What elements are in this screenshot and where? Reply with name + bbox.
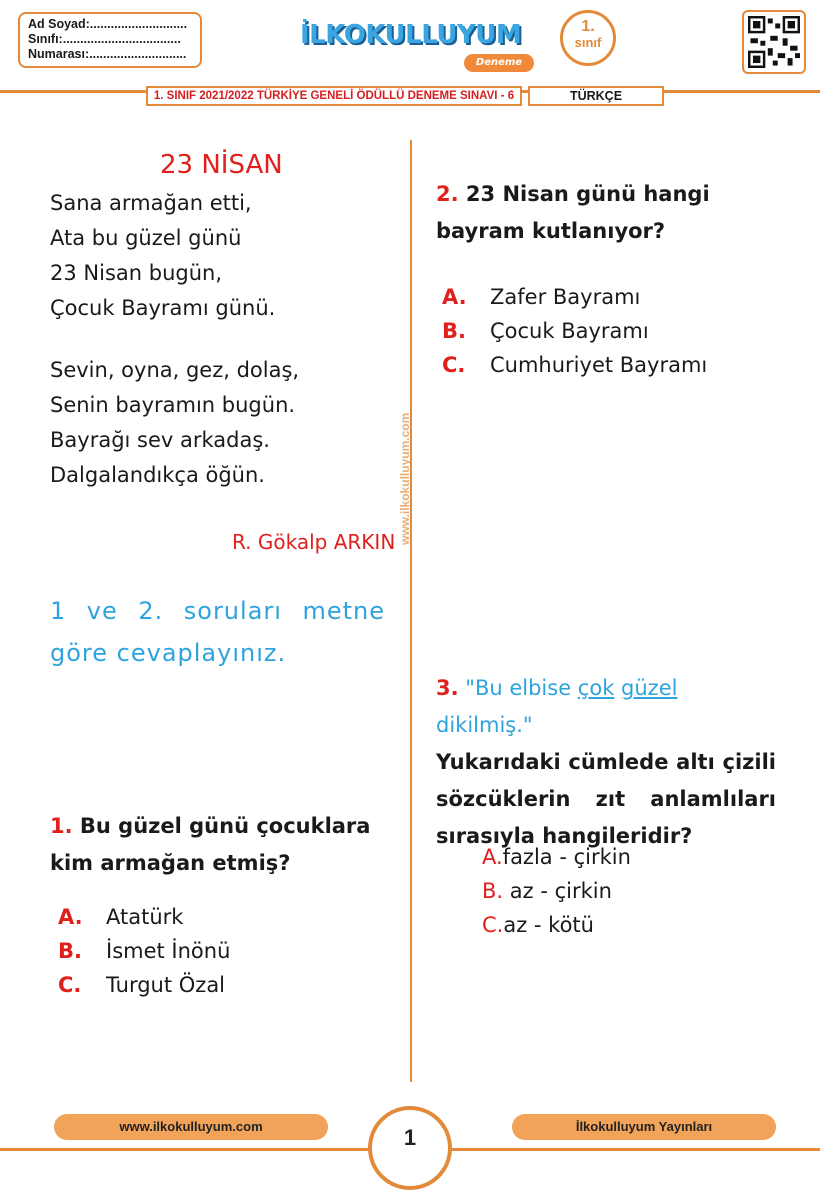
option-text: Turgut Özal: [106, 973, 226, 997]
poem-line: Ata bu güzel günü: [50, 226, 242, 250]
page-number: 1: [368, 1106, 452, 1190]
logo-text: İLKOKULLUYUM: [300, 20, 522, 50]
option-text: Çocuk Bayramı: [490, 319, 649, 343]
underlined-word: güzel: [621, 676, 678, 700]
question-text: 23 Nisan günü hangi bayram kutlanıyor?: [436, 182, 710, 243]
answer-option-c[interactable]: [442, 348, 707, 382]
sentence-end: dikilmiş.": [436, 713, 533, 737]
question-number: 1.: [50, 814, 73, 838]
sentence-start: "Bu elbise: [465, 676, 578, 700]
instruction-text: 1 ve 2. soruları metne göre cevaplayınız.: [50, 597, 385, 667]
subject-label: TÜRKÇE: [528, 86, 664, 106]
question-2: [436, 176, 776, 250]
option-text: Atatürk: [106, 905, 184, 929]
option-text: az - kötü: [503, 913, 594, 937]
answer-option-c[interactable]: [482, 908, 631, 942]
grade-word: sınıf: [574, 35, 602, 50]
poem-line: Sana armağan etti,: [50, 191, 252, 215]
logo-badge: Deneme: [464, 54, 534, 72]
answer-option-b[interactable]: [58, 934, 230, 968]
question-2-options: [442, 280, 707, 382]
answer-option-a[interactable]: [58, 900, 230, 934]
poem-line: Dalgalandıkça öğün.: [50, 463, 265, 487]
poem-line: Senin bayramın bugün.: [50, 393, 296, 417]
poem-author: R. Gökalp ARKIN: [232, 530, 396, 554]
question-number: 2.: [436, 182, 459, 206]
brand-logo: [280, 6, 540, 70]
question-number: 3.: [436, 676, 459, 700]
underlined-word: çok: [577, 676, 615, 700]
option-letter: B.: [482, 879, 504, 903]
answer-option-c[interactable]: [58, 968, 230, 1002]
footer-publisher: İlkokulluyum Yayınları: [512, 1114, 776, 1140]
question-1: [50, 808, 390, 882]
student-name-field: Ad Soyad:............................: [28, 17, 188, 31]
poem-line: Sevin, oyna, gez, dolaş,: [50, 358, 300, 382]
question-3-options: [482, 840, 631, 942]
option-letter: C.: [58, 973, 82, 997]
answer-option-b[interactable]: [442, 314, 707, 348]
student-class-field: Sınıfı:..................................: [28, 32, 181, 46]
exam-title: 1. SINIF 2021/2022 TÜRKİYE GENELİ ÖDÜLLÜ DENEME SINAVI - 6: [146, 86, 522, 106]
option-letter: B.: [442, 319, 466, 343]
option-text: Zafer Bayramı: [490, 285, 641, 309]
footer-website: www.ilkokulluyum.com: [54, 1114, 328, 1140]
answer-option-a[interactable]: [442, 280, 707, 314]
column-divider: [410, 140, 412, 1082]
option-text: az - çirkin: [503, 879, 612, 903]
student-info-box: [18, 12, 202, 68]
watermark-url: www.ilkokulluyum.com: [398, 412, 412, 545]
option-letter: A.: [58, 905, 83, 929]
question-text: Yukarıdaki cümlede altı çizili sözcüklerin zıt anlamlıları sırasıyla hangileridir?: [436, 750, 776, 848]
option-letter: B.: [58, 939, 82, 963]
option-letter: A.: [442, 285, 467, 309]
question-3: [436, 670, 776, 855]
option-letter: A.: [482, 845, 503, 869]
option-letter: C.: [442, 353, 466, 377]
question-1-options: [58, 900, 230, 1002]
answer-option-a[interactable]: [482, 840, 631, 874]
poem-line: Çocuk Bayramı günü.: [50, 296, 276, 320]
answer-option-b[interactable]: [482, 874, 631, 908]
qr-code-icon: [742, 10, 806, 74]
poem-line: Bayrağı sev arkadaş.: [50, 428, 270, 452]
option-letter: C.: [482, 913, 504, 937]
question-text: Bu güzel günü çocuklara kim armağan etmiş?: [50, 814, 371, 875]
option-text: İsmet İnönü: [106, 939, 231, 963]
question-sentence: [436, 670, 776, 744]
grade-badge: [560, 10, 616, 66]
poem-line: 23 Nisan bugün,: [50, 261, 222, 285]
option-text: fazla - çirkin: [502, 845, 631, 869]
grade-number: 1.: [581, 18, 595, 35]
poem-title: 23 NİSAN: [160, 150, 283, 180]
poem-body: [50, 186, 299, 493]
option-text: Cumhuriyet Bayramı: [490, 353, 708, 377]
student-number-field: Numarası:............................: [28, 47, 187, 61]
